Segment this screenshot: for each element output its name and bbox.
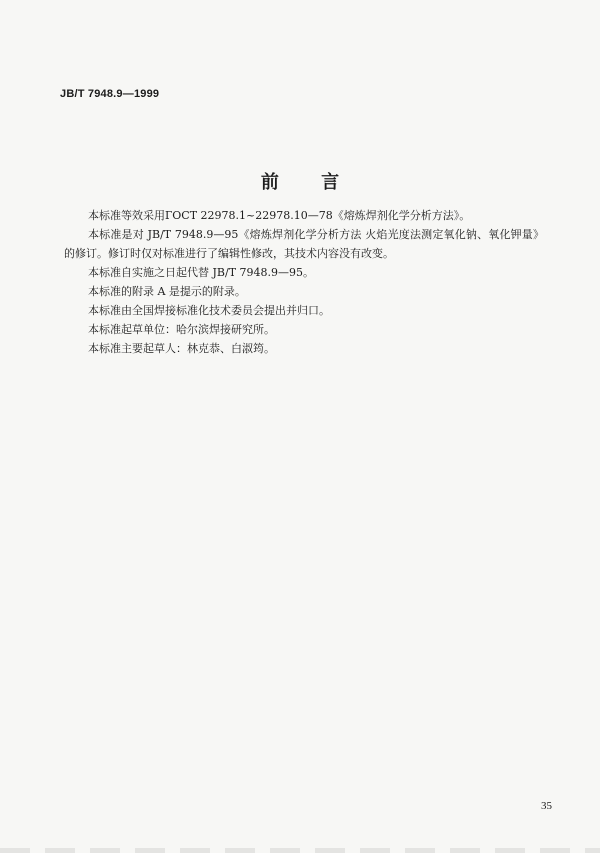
paragraph-revision: 本标准是对 JB/T 7948.9—95《熔炼焊剂化学分析方法 火焰光度法测定氧化钠、氧化钾量》的修订。修订时仅对标准进行了编辑性修改，其技术内容没有改变。 xyxy=(64,228,544,260)
standard-code: JB/T 7948.9—1999 xyxy=(60,88,160,100)
paragraph-drafting-unit: 本标准起草单位：哈尔滨焊接研究所。 xyxy=(88,323,275,336)
paragraph-proposer: 本标准由全国焊接标准化技术委员会提出并归口。 xyxy=(88,304,330,317)
page-number: 35 xyxy=(541,800,552,812)
paragraph-equivalent-standard: 本标准等效采用ГOCT 22978.1~22978.10—78《熔炼焊剂化学分析方法》。 xyxy=(88,209,471,222)
paragraph-appendix: 本标准的附录 A 是提示的附录。 xyxy=(88,285,246,298)
paragraph-replacement: 本标准自实施之日起代替 JB/T 7948.9—95。 xyxy=(88,266,315,279)
scan-edge xyxy=(0,848,600,853)
page-title: 前 言 xyxy=(260,172,358,193)
foreword-body xyxy=(64,206,544,358)
paragraph-drafters: 本标准主要起草人：林克恭、白淑筠。 xyxy=(88,342,275,355)
